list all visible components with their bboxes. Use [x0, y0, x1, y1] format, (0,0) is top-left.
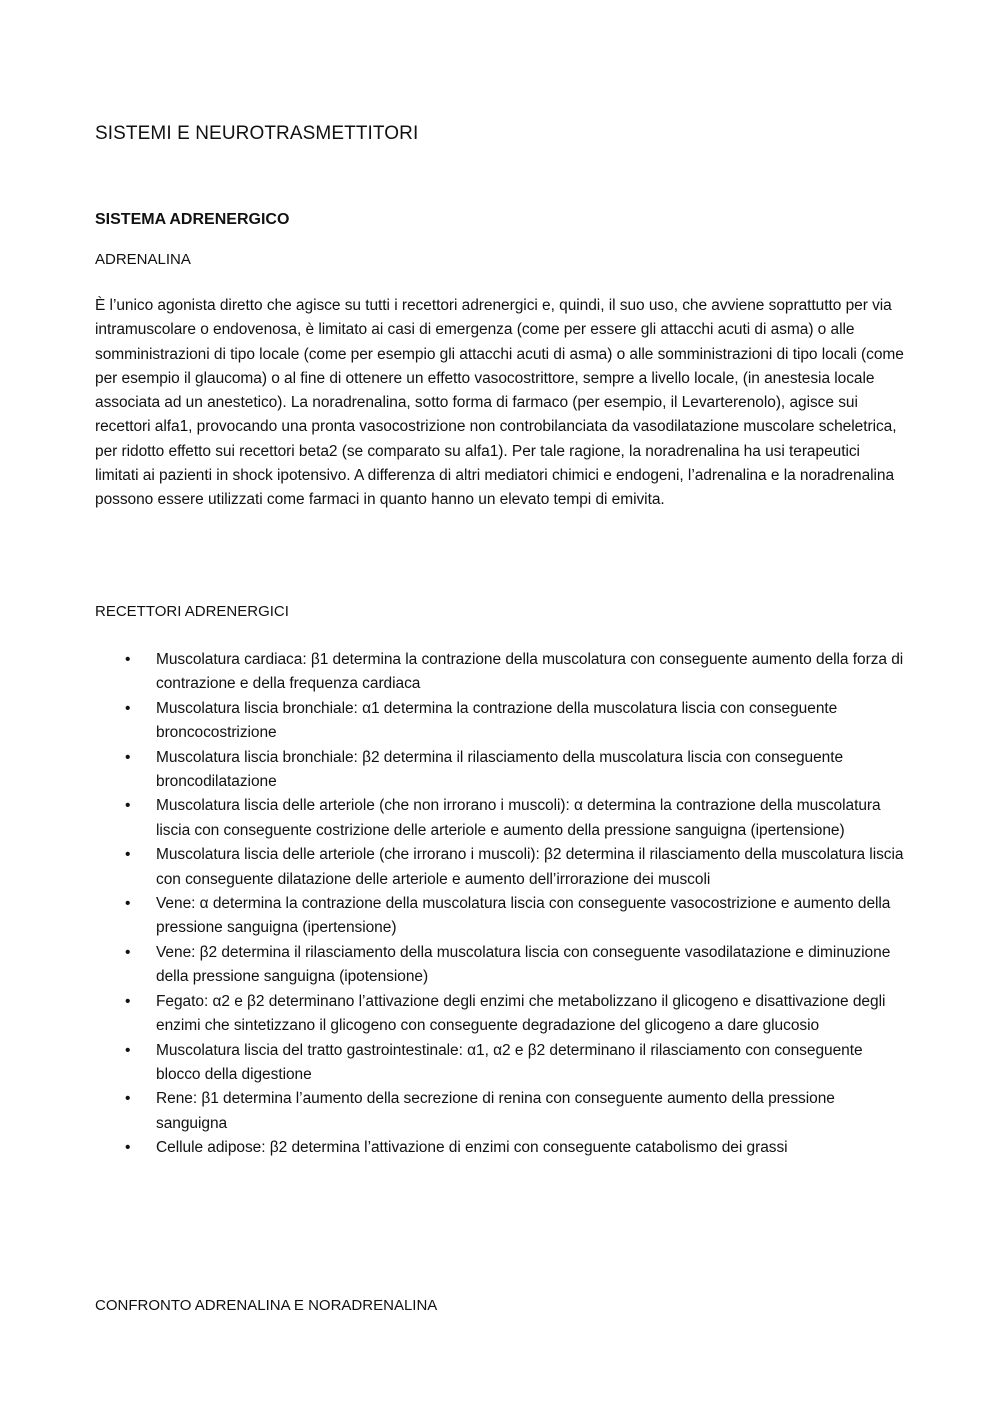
list-item [95, 990, 910, 1039]
list-item-text: Fegato: α2 e β2 determinano l’attivazione degli enzimi che metabolizzano il glicogeno e disattivazione degli enzimi che sintetizzano il glicogeno con conseguente degradazione del glicogeno a dare glucosio [156, 992, 886, 1035]
list-item [95, 892, 910, 941]
list-item-text: Muscolatura liscia del tratto gastrointestinale: α1, α2 e β2 determinano il rilasciamento con conseguente blocco della digestione [156, 1041, 863, 1083]
document-title: SISTEMI E NEUROTRASMETTITORI [95, 123, 419, 144]
bullet-icon: • [125, 1041, 131, 1059]
list-item [95, 843, 910, 892]
bullet-icon: • [125, 1139, 131, 1157]
list-item [95, 697, 910, 746]
list-item [95, 794, 910, 843]
list-item-text: Muscolatura liscia delle arteriole (che irrorano i muscoli): β2 determina il rilasciamento della muscolatura liscia con conseguente dilatazione delle arteriole e aumento dell’irrorazione dei muscoli [156, 846, 904, 888]
bullet-icon: • [125, 797, 131, 815]
bullet-icon: • [125, 846, 131, 864]
list-item [95, 941, 910, 990]
subheading-adrenalina: ADRENALINA [95, 251, 191, 268]
list-item-text: Muscolatura cardiaca: β1 determina la contrazione della muscolatura con conseguente aumento della forza di contrazione e della frequenza cardiaca [156, 651, 904, 693]
bullet-icon: • [125, 943, 131, 961]
list-item-text: Vene: β2 determina il rilasciamento della muscolatura liscia con conseguente vasodilatazione e diminuzione della pressione sanguigna (ipotensione) [156, 943, 891, 986]
subheading-recettori-adrenergici: RECETTORI ADRENERGICI [95, 603, 289, 620]
bullet-icon: • [125, 699, 131, 717]
list-item-text: Muscolatura liscia bronchiale: β2 determina il rilasciamento della muscolatura liscia con conseguente broncodilatazione [156, 748, 844, 791]
bullet-icon: • [125, 1090, 131, 1108]
adrenalina-paragraph: È l’unico agonista diretto che agisce su tutti i recettori adrenergici e, quindi, il suo uso, che avviene soprattutto per via intramuscolare o endovenosa, è limitato ai casi di emergenza (come per essere gli attacchi acuti di asma) o alle somministrazioni di tipo locale (come per esempio gli attacchi acuti di asma) o alle somministrazioni di tipo locali (come per esempio il glaucoma) o al fine di ottenere un effetto vasocostrittore, sempre a livello locale, (in anestesia locale associata ad un anestetico). La noradrenalina, sotto forma di farmaco (per esempio, il Levarterenolo), agisce sui recettori alfa1, provocando una pronta vasocostrizione non controbilanciata da vasodilatazione muscolare scheletrica, per ridotto effetto sui recettori beta2 (se comparato su alfa1). Per tale ragione, la noradrenalina ha usi terapeutici limitati ai pazienti in shock ipotensivo. A differenza di altri mediatori chimici e endogeni, l’adrenalina e la noradrenalina possono essere utilizzati come farmaci in quanto hanno un elevato tempi di emivita. [95, 297, 904, 509]
list-item [95, 1136, 910, 1160]
bullet-icon: • [125, 748, 131, 766]
list-item [95, 648, 910, 697]
section-heading-sistema-adrenergico: SISTEMA ADRENERGICO [95, 211, 290, 228]
subheading-confronto: CONFRONTO ADRENALINA E NORADRENALINA [95, 1297, 438, 1314]
list-item-text: Muscolatura liscia bronchiale: α1 determina la contrazione della muscolatura liscia con conseguente broncocostrizione [156, 699, 838, 742]
list-item [95, 746, 910, 795]
bullet-icon: • [125, 992, 131, 1010]
bullet-icon: • [125, 651, 131, 668]
list-item-text: Cellule adipose: β2 determina l’attivazione di enzimi con conseguente catabolismo dei grassi [156, 1139, 788, 1157]
bullet-icon: • [125, 895, 131, 913]
list-item-text: Rene: β1 determina l’aumento della secrezione di renina con conseguente aumento della pressione sanguigna [156, 1090, 835, 1132]
recettori-bullet-list [95, 648, 910, 1161]
list-item [95, 1039, 910, 1088]
list-item-text: Muscolatura liscia delle arteriole (che non irrorano i muscoli): α determina la contrazione della muscolatura liscia con conseguente costrizione delle arteriole e aumento della pressione sanguigna (ipertensione) [156, 797, 881, 839]
list-item-text: Vene: α determina la contrazione della muscolatura liscia con conseguente vasocostrizione e aumento della pressione sanguigna (ipertensione) [156, 895, 891, 937]
list-item [95, 1087, 910, 1136]
